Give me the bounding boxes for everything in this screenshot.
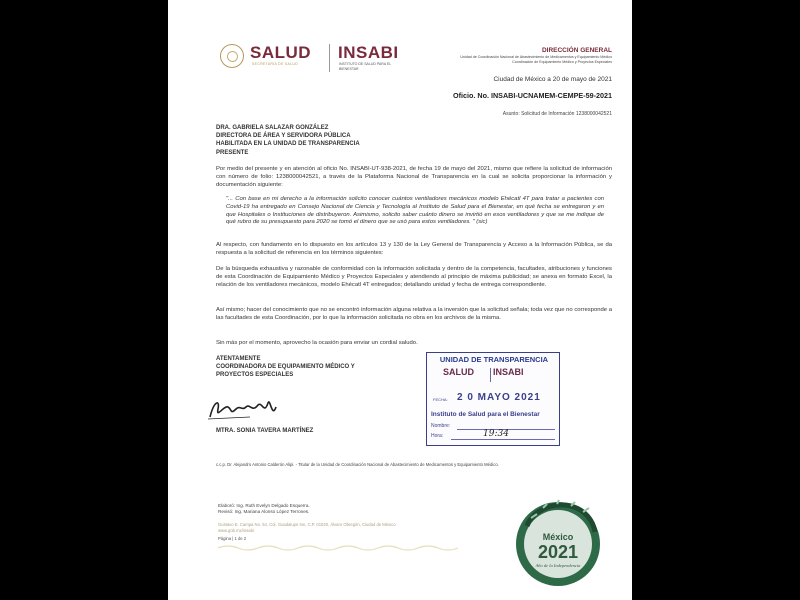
asunto-line: Asunto: Solicitud de Información 1238000042521 xyxy=(502,111,612,117)
signature-icon xyxy=(206,395,286,423)
emblem-lema-text: Año de la Independencia xyxy=(535,563,581,568)
closing-block xyxy=(216,355,396,379)
stamp-insabi-logo: INSABI xyxy=(493,367,524,377)
ccp-line: c.c.p. Dr. Alejandro Antonio Calderón Alipi. - Titular de la Unidad de Coordinación Nacional de Abastecimiento de Medicamentos y Equipamiento Médico. xyxy=(216,462,499,467)
stamp-divider xyxy=(490,368,491,382)
oficio-number: Oficio. No. INSABI-UCNAMEM-CEMPE-59-2021 xyxy=(453,91,612,100)
paragraph-2: Al respecto, con fundamento en lo dispuesto en los artículos 13 y 130 de la Ley General de Transparencia y Acceso a la Información Pública, se da respuesta a la solicitud de referencia en los términos siguientes: xyxy=(216,242,612,256)
document-date: Ciudad de México a 20 de mayo de 2021 xyxy=(493,76,612,83)
stamp-hora-label: Hora: xyxy=(431,433,444,439)
paragraph-5: Sin más por el momento, aprovecho la ocasión para enviar un cordial saludo. xyxy=(216,340,418,346)
page-number: Página | 1 de 2 xyxy=(218,536,247,541)
insabi-logo: INSABI xyxy=(338,43,399,62)
address-line: Gustavo E. Campa No. 54, Col. Guadalupe Inn, C.P. 01020, Álvaro Obregón, Ciudad de México xyxy=(218,522,396,527)
salud-subtitle: SECRETARÍA DE SALUD xyxy=(252,62,299,66)
addressee-block xyxy=(216,124,456,157)
stamp-title: UNIDAD DE TRANSPARENCIA xyxy=(439,355,549,364)
salud-logo: SALUD xyxy=(250,43,312,62)
stamp-nombre-label: Nombre: xyxy=(431,423,451,429)
elaboro-line: Elaboró: Ing. Ruth Evelyn Delgado Esquerra. xyxy=(218,503,310,508)
elaboro-block xyxy=(218,503,310,516)
stamp-hora-line xyxy=(451,439,555,440)
paragraph-4: Así mismo; hacer del conocimiento que no se encontró información alguna relativa a la inversión que la solicitud señala; toda vez que no corresponde a las facultades de esta Coordinación, por lo que la información solicitada no obra en los archivos de la misma. xyxy=(216,307,612,321)
coordinadora-line-2: PROYECTOS ESPECIALES xyxy=(216,372,294,378)
website-line: www.gob.mx/insabi xyxy=(218,528,254,533)
mexico-seal-icon xyxy=(220,44,244,68)
paragraph-1: Por medio del presente y en atención al oficio No. INSABI-UT-938-2021, de fecha 19 de mayo del 2021, mismo que refiere la solicitud de información con número de folio: 1238000042521, a través de la Plataforma Nacional de Transparencia en la cual se solicita proporcionar la información y documentación siguiente: xyxy=(216,166,612,188)
insabi-subtitle: INSTITUTO DE SALUD PARA EL BIENESTAR xyxy=(339,62,392,71)
addressee-present: PRESENTE xyxy=(216,149,249,156)
mexico-2021-emblem xyxy=(513,496,603,588)
emblem-year-text: 2021 xyxy=(537,542,579,562)
footer-ornament-icon xyxy=(218,544,468,552)
footer-address xyxy=(218,522,438,534)
logo-divider xyxy=(329,44,330,72)
stamp-institute: Instituto de Salud para el Bienestar xyxy=(431,411,540,418)
emblem-mexico-text: México xyxy=(542,532,574,542)
direccion-sub-1: Unidad de Coordinación Nacional de Abastecimiento de Medicamentos y Equipamiento Médico xyxy=(460,55,612,59)
paragraph-3: De la búsqueda exhaustiva y razonable de conformidad con la información solicitada y dentro de la competencia, facultades, atribuciones y funciones de esta Coordinación de Equipamiento Médico y Proyectos Especiales y atendiendo al principio de máxima publicidad; se anexa en formato Excel, la relación de los ventiladores mecánicos, modelo Ehécatl 4T entregados; detallando unidad y fecha de entrega correspondiente. xyxy=(216,266,612,288)
direccion-sub-2: Coordinación de Equipamiento Médico y Proyectos Especiales xyxy=(512,59,612,64)
addressee-name: DRA. GABRIELA SALAZAR GONZÁLEZ xyxy=(216,125,329,131)
stamp-date: 2 0 MAYO 2021 xyxy=(457,392,541,403)
direccion-general: DIRECCIÓN GENERAL xyxy=(541,47,612,54)
direccion-subtitle xyxy=(392,55,612,64)
quoted-request: "... Con base en mi derecho a la información solicito conocer cuántos ventiladores mecánicos modelo Ehécatl 4T para tratar a pacientes con Covid-19 ha entregado en Consejo Nacional de Ciencia y Tecnología al Instituto de Salud para el Bienestar, en qué fecha se entregaron y en que Hospitales o Instituciones de distribuyeron. Asimismo, solicito saber cuánto dinero se invirtió en esos ventiladores y que se me indique de qué rubro de su presupuesto para 2020 se tomó el dinero que se usó para estos ventiladores. " (sic) xyxy=(226,196,604,226)
addressee-title-1: DIRECTORA DE ÁREA Y SERVIDORA PÚBLICA xyxy=(216,133,351,140)
stamp-salud-logo: SALUD xyxy=(443,367,474,377)
transparency-stamp xyxy=(426,352,560,446)
reviso-line: Revisó: Ing. Mariana Alonso López Terrones. xyxy=(218,509,310,515)
signer-name: MTRA. SONIA TAVERA MARTÍNEZ xyxy=(216,428,314,434)
coordinadora-line-1: COORDINADORA DE EQUIPAMIENTO MÉDICO Y xyxy=(216,364,355,370)
stamp-fecha-label: FECHA: xyxy=(433,397,448,402)
document-page xyxy=(168,0,632,600)
stamp-handwritten-time: 19:34 xyxy=(483,429,509,439)
atentamente: ATENTAMENTE xyxy=(216,356,261,362)
addressee-title-2: HABILITADA EN LA UNIDAD DE TRANSPARENCIA xyxy=(216,141,360,148)
